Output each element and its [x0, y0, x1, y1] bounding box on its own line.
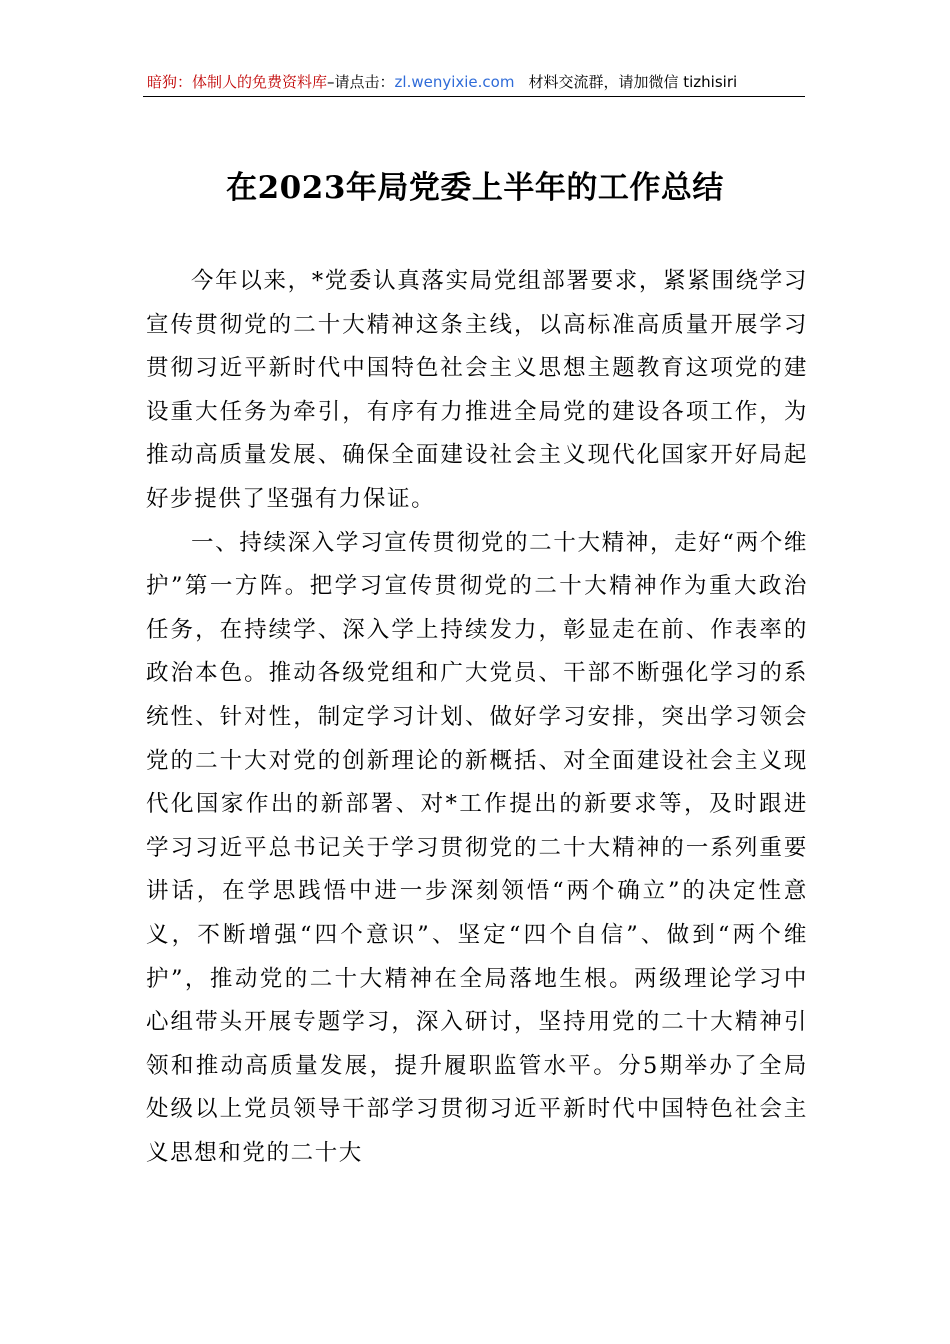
header-url-link[interactable]: zl.wenyixie.com	[394, 73, 515, 91]
document-body	[146, 260, 808, 1175]
header-line	[147, 71, 737, 92]
paragraph-intro: 今年以来，*党委认真落实局党组部署要求，紧紧围绕学习宣传贯彻党的二十大精神这条主线，以高标准高质量开展学习贯彻习近平新时代中国特色社会主义思想主题教育这项党的建设重大任务为牵引，有序有力推进全局党的建设各项工作，为推动高质量发展、确保全面建设社会主义现代化国家开好局起好步提供了坚强有力保证。	[146, 268, 808, 512]
paragraph-section-one: 一、持续深入学习宣传贯彻党的二十大精神，走好“两个维护”第一方阵。把学习宣传贯彻党的二十大精神作为重大政治任务，在持续学、深入学上持续发力，彰显走在前、作表率的政治本色。推动各级党组和广大党员、干部不断强化学习的系统性、针对性，制定学习计划、做好学习安排，突出学习领会党的二十大对党的创新理论的新概括、对全面建设社会主义现代化国家作出的新部署、对*工作提出的新要求等，及时跟进学习习近平总书记关于学习贯彻党的二十大精神的一系列重要讲话，在学思践悟中进一步深刻领悟“两个确立”的决定性意义，不断增强“四个意识”、坚定“四个自信”、做到“两个维护”，推动党的二十大精神在全局落地生根。两级理论学习中心组带头开展专题学习，深入研讨，坚持用党的二十大精神引领和推动高质量发展，提升履职监管水平。分5期举办了全局处级以上党员领导干部学习贯彻习近平新时代中国特色社会主义思想和党的二十大	[146, 529, 808, 1166]
header-site-name: 暗狗：体制人的免费资料库	[147, 73, 328, 91]
header-group-note: 材料交流群，请加微信 tizhisiri	[528, 73, 738, 91]
page-header	[143, 64, 805, 97]
document-title: 在2023年局党委上半年的工作总结	[226, 170, 724, 206]
header-click-prompt: –请点击：	[327, 73, 395, 91]
